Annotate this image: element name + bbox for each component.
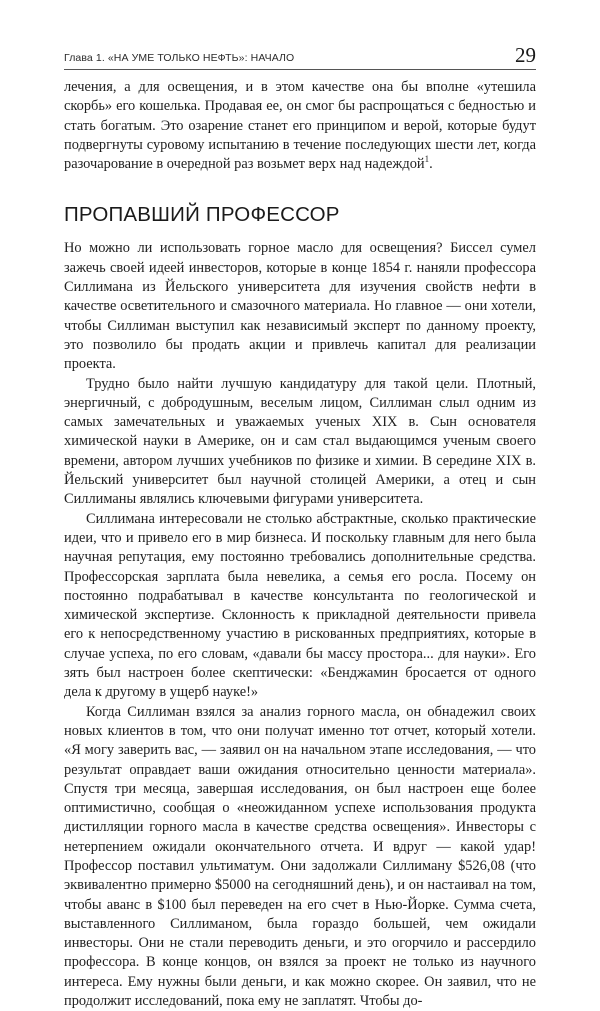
paragraph-2: Трудно было найти лучшую кандидатуру для такой цели. Плотный, энергичный, с добродушным, веселым лицом, Силлиман слыл одним из самых замечательных и уважаемых ученых XIX в. Сын основателя химической науки в Америке, он и сам стал выдающимся ученым своего времени, автором лучших учебников по физике и химии. В середине XIX в. Йельский университет был научной столицей Америки, а отец и сын Силлиманы являлись ключевыми фигурами университета. xyxy=(64,375,536,508)
paragraph-1: Но можно ли использовать горное масло для освещения? Биссел сумел зажечь своей идеей инвесторов, которые в конце 1854 г. наняли профессора Силлимана из Йельского университета для изучения свойств нефти в качестве осветительного и смазочного материала. Но главное — они хотели, чтобы Силлиман выступил как независимый эксперт по данному проекту, это позволило бы продать акции и привлечь капитал для реализации проекта. xyxy=(64,240,536,373)
header-rule xyxy=(64,69,536,70)
intro-paragraph: лечения, а для освещения, и в этом качестве она бы вполне «утешила скорбь» его кошелька. Продавая ее, он смог бы распрощаться с бедностью и стать богатым. Это озарение станет его принципом и верой, которые будут подвергнуты суровому испытанию в течение последующих шести лет, когда разочарование в очередной раз возьмет верх над надеждой$^1$. xyxy=(64,79,536,173)
footnote-marker: 1 xyxy=(424,154,430,165)
page-body xyxy=(64,78,536,1011)
section-title: ПРОПАВШИЙ ПРОФЕССОР xyxy=(64,203,340,227)
paragraph-4: Когда Силлиман взялся за анализ горного масла, он обнадежил своих новых клиентов в том, что они получат именно тот отчет, который хотели. «Я могу заверить вас, — заявил он на начальном этапе исследования, — что результат оправдает ваши ожидания относительно ценности материала». Спустя три месяца, завершая исследования, он был настроен еще более оптимистично, сообщая о «неожиданном успехе использования продукта дистилляции горного масла в качестве средства освещения». Инвесторы с нетерпением ожидали окончательного отчета. И вдруг — какой удар! Профессор поставил ультиматум. Они задолжали Силлиману $526,08 (что эквивалентно примерно $5000 на сегодняшний день), и он настаивал на том, чтобы аванс в $100 был переведен на его счет в Нью-Йорке. Сумма счета, выставленного Силлиманом, была гораздо большей, чем ожидали инвесторы. Они не стали переводить деньги, и это огорчило и рассердило профессора. В конце концов, он взялся за проект не только из научного интереса. Ему нужны были деньги, и как можно скорее. Он заявил, что не продолжит исследований, пока ему не заплатят. Чтобы до- xyxy=(64,703,536,1010)
page-header xyxy=(64,38,536,68)
running-head: Глава 1. «НА УМЕ ТОЛЬКО НЕФТЬ»: НАЧАЛО xyxy=(64,52,295,64)
intro-paragraph-text: лечения, а для освещения, и в этом качестве она бы вполне «утешила скорбь» его кошелька. Продавая ее, он смог бы распрощаться с бедностью и стать богатым. Это озарение станет его принципом и верой, которые будут подвергнуты суровому испытанию в течение последующих шести лет, когда разочарование в очередной раз возьмет верх над надеждой xyxy=(64,79,536,173)
page-number: 29 xyxy=(515,43,536,67)
paragraph-3: Силлимана интересовали не столько абстрактные, сколько практические идеи, что и привело его в мир бизнеса. И поскольку главным для него была научная репутация, ему постоянно требовались дополнительные средства. Профессорская зарплата была невелика, а семья его росла. Посему он постоянно подрабатывал в качестве консультанта по геологической и химической экспертизе. Склонность к прикладной деятельности привела его к непосредственному участию в рискованных предприятиях, которые в случае успеха, по его словам, «давали бы массу простора... для науки». Его зять был настроен более скептически: «Бенджамин бросается от одного дела к другому в ущерб науке!» xyxy=(64,510,536,701)
